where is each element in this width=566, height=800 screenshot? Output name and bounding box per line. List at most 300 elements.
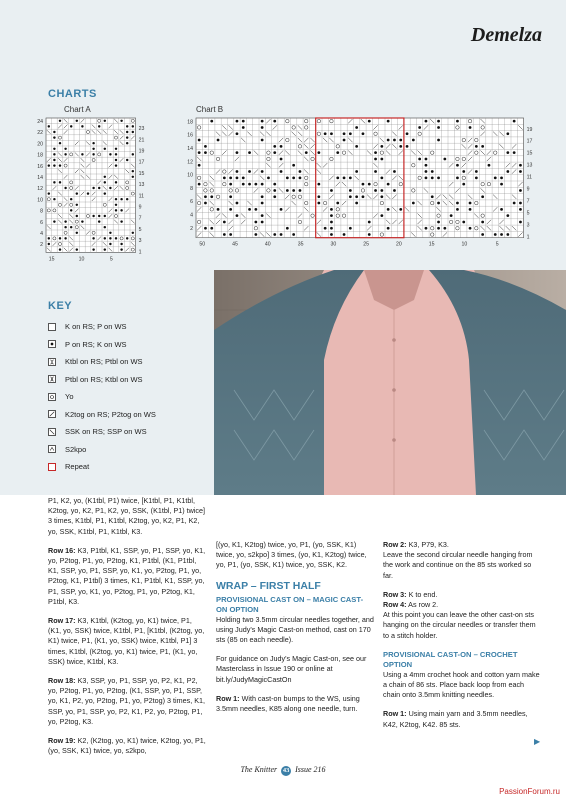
purl-dot-mark <box>368 120 371 123</box>
key-item <box>48 353 156 371</box>
column-number: 50 <box>199 241 206 248</box>
purl-dot-mark <box>81 153 83 155</box>
purl-dot-mark <box>70 125 72 127</box>
purl-dot-mark <box>393 139 396 142</box>
page-number: 43 <box>282 767 290 774</box>
purl-dot-mark <box>198 139 201 142</box>
purl-dot-mark <box>425 158 428 161</box>
purl-dot-mark <box>299 189 302 192</box>
row-number-left: 8 <box>190 185 193 192</box>
purl-dot-mark <box>70 209 72 211</box>
purl-dot-mark <box>261 214 264 217</box>
purl-dot-mark <box>469 227 472 230</box>
key-item-label: S2kpo <box>65 444 87 454</box>
purl-dot-mark <box>387 120 390 123</box>
purl-dot-mark <box>229 195 232 198</box>
purl-dot-mark <box>406 145 409 148</box>
purl-dot-mark <box>64 148 66 150</box>
purl-dot-mark <box>115 164 117 166</box>
purl-dot-mark <box>349 176 352 179</box>
wrap-row-4: Row 4: As row 2. <box>383 600 439 610</box>
purl-dot-mark <box>374 189 377 192</box>
purl-dot-mark <box>59 181 61 183</box>
purl-dot-mark <box>132 170 134 172</box>
column-number: 10 <box>78 256 85 263</box>
purl-dot-mark <box>236 132 239 135</box>
row-number-right: 11 <box>138 193 144 200</box>
purl-dot-mark <box>355 195 358 198</box>
row-number-right: 11 <box>526 174 532 181</box>
key-item-label: Repeat <box>65 462 90 472</box>
purl-dot-mark <box>336 151 339 154</box>
purl-dot-mark <box>104 248 106 250</box>
row-number-left: 16 <box>187 132 193 139</box>
column-number: 5 <box>495 241 499 248</box>
row-19-continuation: [(yo, K1, K2tog) twice, yo, P1, (yo, SSK, K1) twice, yo, s2kpo] 3 times, (yo, K1, K2tog) twice, yo, P1, (yo, SSK, K1) twice, yo, SSK, K2. <box>216 540 367 570</box>
row-number-left: 10 <box>37 197 43 204</box>
purl-dot-mark <box>481 145 484 148</box>
purl-dot-mark <box>53 136 55 138</box>
purl-dot-mark <box>506 132 509 135</box>
purl-dot-mark <box>273 189 276 192</box>
purl-dot-mark <box>104 176 106 178</box>
purl-dot-mark <box>254 221 257 224</box>
instructions-column-2 <box>216 540 374 723</box>
column-number: 15 <box>48 256 55 263</box>
row-number-left: 18 <box>37 152 43 159</box>
purl-dot-mark <box>488 164 491 167</box>
crochet-cast-on-heading: PROVISIONAL CAST-ON – CROCHET OPTION <box>383 649 518 669</box>
purl-dot-mark <box>261 126 264 129</box>
purl-dot-mark <box>506 151 509 154</box>
column-number: 40 <box>264 241 271 248</box>
purl-dot-mark <box>519 170 522 173</box>
purl-dot-mark <box>204 151 207 154</box>
purl-dot-mark <box>456 208 459 211</box>
purl-dot-mark <box>115 198 117 200</box>
purl-dot-mark <box>330 227 333 230</box>
purl-dot-mark <box>109 153 111 155</box>
purl-dot-mark <box>374 158 377 161</box>
purl-dot-mark <box>236 151 239 154</box>
purl-dot-mark <box>273 183 276 186</box>
purl-dot-mark <box>399 208 402 211</box>
purl-dot-mark <box>76 248 78 250</box>
key-item-label: K on RS; P on WS <box>65 322 127 332</box>
purl-dot-mark <box>292 189 295 192</box>
key-item <box>48 406 156 424</box>
purl-dot-mark <box>236 176 239 179</box>
purl-dot-mark <box>236 202 239 205</box>
purl-dot-mark <box>481 233 484 236</box>
purl-dot-mark <box>299 176 302 179</box>
purl-dot-mark <box>273 195 276 198</box>
page-footer <box>0 765 566 776</box>
row-number-right: 1 <box>138 249 142 256</box>
key-item-label: Ktbl on RS; Ptbl on WS <box>65 357 143 367</box>
purl-dot-mark <box>380 195 383 198</box>
purl-dot-mark <box>450 214 453 217</box>
purl-dot-mark <box>330 189 333 192</box>
purl-dot-mark <box>132 131 134 133</box>
row-number-right: 7 <box>138 215 142 222</box>
purl-dot-mark <box>317 202 320 205</box>
purl-dot-mark <box>261 195 264 198</box>
purl-dot-mark <box>242 126 245 129</box>
crochet-row-1: Row 1: Using main yarn and 3.5mm needles, K42, K2tog, K42. 85 sts. <box>383 709 528 729</box>
purl-dot-mark <box>132 125 134 127</box>
purl-dot-mark <box>299 170 302 173</box>
chart-row-instruction: P1, K2, yo, (K1tbl, P1) twice, [K1tbl, P1, K1tbl, K2tog, yo, K2, P1, K2, yo, SSK, (K1tbl, P1) twice] 3 times, K1tbl, P1, K1tbl, K2tog, yo, K2, P1, K2, yo, SSK, K1tbl, P1, K1tbl, K3. <box>48 496 206 536</box>
chart-a-grid <box>30 112 180 272</box>
purl-dot-mark <box>53 131 55 133</box>
row-number-left: 8 <box>40 208 43 215</box>
purl-dot-mark <box>261 221 264 224</box>
purl-dot-mark <box>126 136 128 138</box>
key-item <box>48 388 156 406</box>
purl-dot-mark <box>92 187 94 189</box>
purl-dot-mark <box>242 183 245 186</box>
purl-dot-mark <box>425 170 428 173</box>
key-item-label: Yo <box>65 392 74 402</box>
purl-dot-mark <box>217 208 220 211</box>
purl-dot-mark <box>393 170 396 173</box>
purl-dot-mark <box>355 126 358 129</box>
purl-dot-mark <box>204 227 207 230</box>
purl-dot-mark <box>399 145 402 148</box>
purl-dot-mark <box>92 148 94 150</box>
chart-b-label: Chart B <box>196 105 224 114</box>
purl-dot-mark <box>425 164 428 167</box>
purl-dot-mark <box>380 189 383 192</box>
purl-dot-mark <box>115 181 117 183</box>
row-number-right: 3 <box>526 222 530 229</box>
instructions-column-3 <box>383 540 541 739</box>
purl-dot-mark <box>469 208 472 211</box>
purl-dot-mark <box>229 183 232 186</box>
purl-dot-mark <box>132 232 134 234</box>
column-number: 15 <box>428 241 435 248</box>
pattern-title: Demelza <box>470 24 542 46</box>
purl-dot-mark <box>48 164 50 166</box>
purl-dot-mark <box>198 151 201 154</box>
purl-dot-mark <box>475 176 478 179</box>
purl-dot-mark <box>343 132 346 135</box>
row-number-left: 6 <box>40 219 43 226</box>
masterclass-reference: For guidance on Judy's Magic Cast-on, see our Masterclass in Issue 190 or online at bit.ly/JudyMagicCastOn <box>216 654 367 684</box>
purl-dot-mark <box>437 221 440 224</box>
purl-dot-mark <box>425 176 428 179</box>
purl-dot-mark <box>273 233 276 236</box>
purl-dot-mark <box>387 139 390 142</box>
purl-dot-mark <box>109 237 111 239</box>
purl-dot-mark <box>223 221 226 224</box>
purl-dot-mark <box>120 198 122 200</box>
purl-dot-mark <box>443 227 446 230</box>
purl-dot-mark <box>469 126 472 129</box>
purl-dot-mark <box>387 183 390 186</box>
purl-dot-mark <box>115 159 117 161</box>
purl-dot-mark <box>53 181 55 183</box>
purl-dot-mark <box>242 120 245 123</box>
purl-dot-mark <box>374 151 377 154</box>
purl-dot-mark <box>126 125 128 127</box>
purl-dot-mark <box>431 176 434 179</box>
purl-dot-mark <box>412 202 415 205</box>
chart-row-instruction: Row 17: K3, K1tbl, (K2tog, yo, K1) twice, P1, (K1, yo, SSK) twice, K1tbl, P1, [K1tbl, (K2tog, yo, K1) twice, P1, (K1, yo, SSK) twice, K1tbl, P1] 3 times, K1tbl, (K2tog, yo, K1) twice, P1, (K1, yo, SSK) twice, K1tbl, K3. <box>48 616 205 666</box>
purl-dot-mark <box>64 153 66 155</box>
purl-dot-mark <box>387 227 390 230</box>
instructions-column-1 <box>48 496 206 765</box>
purl-dot-mark <box>286 176 289 179</box>
row-number-right: 15 <box>138 170 145 177</box>
purl-dot-mark <box>76 192 78 194</box>
purl-dot-mark <box>229 176 232 179</box>
purl-dot-mark <box>317 183 320 186</box>
purl-dot-mark <box>104 181 106 183</box>
row-number-right: 17 <box>526 138 533 145</box>
purl-dot-mark <box>431 170 434 173</box>
purl-dot-mark <box>475 145 478 148</box>
chart-b-grid <box>182 112 552 257</box>
column-number: 35 <box>297 241 304 248</box>
purl-dot-mark <box>437 139 440 142</box>
purl-dot-mark <box>500 233 503 236</box>
row-number-left: 20 <box>37 141 43 148</box>
purl-dot-mark <box>229 208 232 211</box>
purl-dot-mark <box>98 220 100 222</box>
purl-dot-mark <box>462 183 465 186</box>
purl-dot-mark <box>248 170 251 173</box>
row-number-left: 4 <box>40 231 43 237</box>
purl-dot-mark <box>64 237 66 239</box>
purl-dot-mark <box>53 159 55 161</box>
purl-dot-mark <box>115 153 117 155</box>
purl-dot-mark <box>254 183 257 186</box>
purl-dot-mark <box>261 202 264 205</box>
purl-dot-mark <box>59 142 61 144</box>
purl-dot-mark <box>292 164 295 167</box>
purl-dot-mark <box>98 187 100 189</box>
purl-dot-mark <box>126 142 128 144</box>
purl-dot-mark <box>92 237 94 239</box>
purl-dot-mark <box>210 195 213 198</box>
purl-dot-mark <box>210 120 213 123</box>
purl-dot-mark <box>368 221 371 224</box>
purl-dot-mark <box>242 176 245 179</box>
row-number-right: 7 <box>526 198 530 205</box>
purl-dot-mark <box>431 195 434 198</box>
purl-dot-mark <box>120 243 122 245</box>
purl-dot-mark <box>48 125 50 127</box>
row-number-left: 2 <box>40 242 43 249</box>
purl-dot-mark <box>59 164 61 166</box>
purl-dot-mark <box>132 153 134 155</box>
purl-dot-mark <box>109 187 111 189</box>
purl-dot-mark <box>204 195 207 198</box>
purl-dot-mark <box>48 243 50 245</box>
purl-dot-mark <box>462 221 465 224</box>
purl-dot-mark <box>349 189 352 192</box>
purl-dot-mark <box>223 176 226 179</box>
row-number-left: 22 <box>37 130 43 137</box>
purl-dot-mark <box>406 132 409 135</box>
purl-dot-mark <box>368 183 371 186</box>
key-list <box>48 318 156 476</box>
purl-dot-mark <box>412 139 415 142</box>
purl-dot-mark <box>380 158 383 161</box>
key-item-label: SSK on RS; SSP on WS <box>65 427 147 437</box>
purl-dot-mark <box>324 132 327 135</box>
purl-dot-mark <box>132 176 134 178</box>
purl-dot-mark <box>513 202 516 205</box>
purl-dot-mark <box>217 139 220 142</box>
row-number-left: 16 <box>37 163 43 170</box>
purl-dot-mark <box>349 227 352 230</box>
dot-square-icon <box>48 340 56 348</box>
row-number-left: 2 <box>190 225 193 232</box>
purl-dot-mark <box>443 158 446 161</box>
purl-dot-mark <box>81 125 83 127</box>
purl-dot-mark <box>336 176 339 179</box>
purl-dot-mark <box>92 142 94 144</box>
purl-dot-mark <box>223 233 226 236</box>
purl-dot-mark <box>104 120 106 122</box>
purl-dot-mark <box>368 233 371 236</box>
magic-cast-on-heading: PROVISIONAL CAST ON – MAGIC CAST-ON OPTION <box>216 594 364 614</box>
caret-square-icon <box>48 445 56 453</box>
purl-dot-mark <box>362 195 365 198</box>
column-number: 30 <box>330 241 337 248</box>
row-number-right: 5 <box>526 210 530 217</box>
column-number: 20 <box>395 241 402 248</box>
purl-dot-mark <box>437 126 440 129</box>
purl-dot-mark <box>261 170 264 173</box>
key-item <box>48 371 156 389</box>
purl-dot-mark <box>53 153 55 155</box>
purl-dot-mark <box>513 120 516 123</box>
crochet-cast-on-paragraph: Using a 4mm crochet hook and cotton yarn make a chain of 86 sts. Place back loop from each chain onto 3.5mm knitting needles. <box>383 669 540 700</box>
purl-dot-mark <box>280 233 283 236</box>
purl-dot-mark <box>120 120 122 122</box>
key-item <box>48 441 156 459</box>
purl-dot-mark <box>399 139 402 142</box>
purl-dot-mark <box>204 202 207 205</box>
purl-dot-mark <box>393 189 396 192</box>
purl-dot-mark <box>355 170 358 173</box>
purl-dot-mark <box>506 233 509 236</box>
key-heading: KEY <box>48 300 73 312</box>
purl-dot-mark <box>418 126 421 129</box>
purl-dot-mark <box>98 125 100 127</box>
wrap-row-2: Row 2: K3, P79, K3. <box>383 540 449 549</box>
wrap-first-half-heading: WRAP – FIRST HALF <box>216 579 321 592</box>
purl-dot-mark <box>248 208 251 211</box>
purl-dot-mark <box>53 198 55 200</box>
purl-dot-mark <box>210 227 213 230</box>
purl-dot-mark <box>104 215 106 217</box>
purl-dot-mark <box>494 176 497 179</box>
purl-dot-mark <box>126 198 128 200</box>
purl-dot-mark <box>261 139 264 142</box>
purl-dot-mark <box>104 237 106 239</box>
purl-dot-mark <box>286 227 289 230</box>
purl-dot-mark <box>126 159 128 161</box>
purl-dot-mark <box>70 226 72 228</box>
purl-dot-mark <box>330 132 333 135</box>
purl-dot-mark <box>198 164 201 167</box>
purl-dot-mark <box>343 233 346 236</box>
purl-dot-mark <box>261 120 264 123</box>
purl-dot-mark <box>115 148 117 150</box>
purl-dot-mark <box>349 195 352 198</box>
purl-dot-mark <box>76 215 78 217</box>
purl-dot-mark <box>513 151 516 154</box>
purl-dot-mark <box>349 132 352 135</box>
purl-dot-mark <box>317 195 320 198</box>
purl-dot-mark <box>59 120 61 122</box>
purl-dot-mark <box>305 151 308 154</box>
purl-dot-mark <box>109 243 111 245</box>
purl-dot-mark <box>500 183 503 186</box>
purl-dot-mark <box>92 248 94 250</box>
purl-dot-mark <box>53 220 55 222</box>
purl-dot-mark <box>425 120 428 123</box>
purl-dot-mark <box>76 120 78 122</box>
purl-dot-mark <box>267 176 270 179</box>
column-number: 25 <box>363 241 369 248</box>
purl-dot-mark <box>254 208 257 211</box>
magic-cast-on-paragraph: Holding two 3.5mm circular needles together, and using Judy's Magic Cast-on method, cast on 170 sts (85 on each needle). <box>216 614 374 645</box>
purl-dot-mark <box>336 202 339 205</box>
row-number-right: 13 <box>138 182 145 189</box>
purl-dot-mark <box>48 192 50 194</box>
purl-dot-mark <box>81 220 83 222</box>
row-number-left: 6 <box>190 199 193 206</box>
charts-heading: CHARTS <box>48 88 97 100</box>
row-number-left: 12 <box>187 159 193 166</box>
right-slash-square-icon <box>48 410 56 418</box>
purl-dot-mark <box>494 233 497 236</box>
purl-dot-mark <box>437 120 440 123</box>
purl-dot-mark <box>120 220 122 222</box>
purl-dot-mark <box>53 148 55 150</box>
purl-dot-mark <box>374 170 377 173</box>
purl-dot-mark <box>120 248 122 250</box>
purl-dot-mark <box>280 145 283 148</box>
purl-dot-mark <box>115 237 117 239</box>
purl-dot-mark <box>280 208 283 211</box>
row-number-right: 3 <box>138 238 142 245</box>
purl-dot-mark <box>343 139 346 142</box>
key-item <box>48 458 156 476</box>
row-number-left: 14 <box>187 145 193 152</box>
row-number-right: 21 <box>138 137 145 144</box>
purl-dot-mark <box>248 183 251 186</box>
wrap-row-1: Row 1: With cast-on bumps to the WS, using 3.5mm needles, K85 along one needle, turn. <box>216 693 360 714</box>
wrap-row-3: Row 3: K to end. <box>383 589 438 599</box>
magazine-name: The Knitter <box>240 765 278 774</box>
row-number-right: 19 <box>526 126 533 133</box>
purl-dot-mark <box>355 145 358 148</box>
purl-dot-mark <box>126 237 128 239</box>
row-number-left: 14 <box>37 175 43 181</box>
purl-dot-mark <box>126 131 128 133</box>
purl-dot-mark <box>236 120 239 123</box>
row-number-right: 17 <box>138 159 145 166</box>
purl-dot-mark <box>236 214 239 217</box>
purl-dot-mark <box>330 208 333 211</box>
